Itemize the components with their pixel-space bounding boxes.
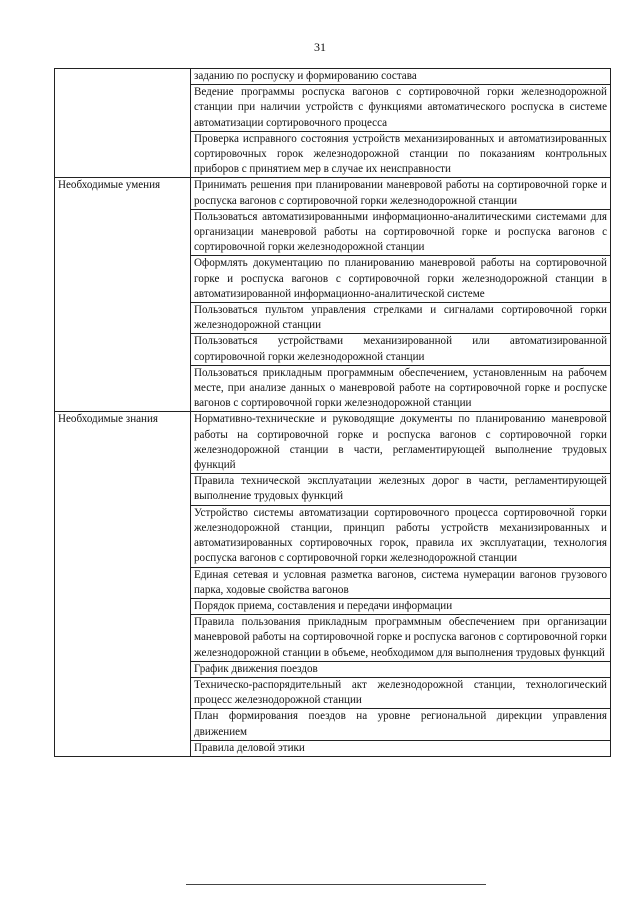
requirement-text: Порядок приема, составления и передачи информации <box>191 598 611 614</box>
requirement-text: Правила деловой этики <box>191 740 611 756</box>
requirement-text: Правила пользования прикладным программным обеспечением при организации маневровой работы на сортировочной горке и роспуска вагонов с сортировочной горки железнодорожной станции в объеме, необходимом для выполнения трудовых функций <box>191 615 611 662</box>
table-body <box>55 69 611 757</box>
requirement-text: Ведение программы роспуска вагонов с сортировочной горки железнодорожной станции при наличии устройств с функциями автоматического роспуска в системе автоматизации сортировочного процесса <box>191 85 611 132</box>
table-row <box>55 69 611 85</box>
requirement-text: Техническо-распорядительный акт железнодорожной станции, технологический процесс железнодорожной станции <box>191 677 611 708</box>
requirement-text: Единая сетевая и условная разметка вагонов, система нумерации вагонов грузового парка, ходовые свойства вагонов <box>191 567 611 598</box>
requirement-text: План формирования поездов на уровне региональной дирекции управления движением <box>191 709 611 740</box>
requirement-text: Принимать решения при планировании маневровой работы на сортировочной горке и роспуска вагонов с сортировочной горки железнодорожной станции <box>191 178 611 209</box>
requirement-text: График движения поездов <box>191 661 611 677</box>
section-label: Необходимые умения <box>55 178 191 412</box>
table-row <box>55 412 611 474</box>
requirement-text: Правила технической эксплуатации железных дорог в части, регламентирующей выполнение трудовых функций <box>191 474 611 505</box>
requirement-text: Устройство системы автоматизации сортировочного процесса сортировочной горки железнодорожной станции, принцип работы устройств механизированных и автоматизированных сортировочных горок, правила их эксплуатации, технология роспуска вагонов с сортировочной горки железнодорожной станции <box>191 505 611 567</box>
bottom-rule <box>186 884 486 885</box>
requirement-text: Пользоваться прикладным программным обеспечением, установленным на рабочем месте, при анализе данных о маневровой работе на сортировочной горке и роспуске вагонов с сортировочной горки железнодорожной станции <box>191 365 611 412</box>
requirement-text: Пользоваться автоматизированными информационно-аналитическими системами для организации маневровой работы на сортировочной горке и роспуска вагонов с сортировочной горки железнодорожной станции <box>191 209 611 256</box>
requirements-table <box>54 68 611 757</box>
requirement-text: Оформлять документацию по планированию маневровой работы на сортировочной горке и роспуска вагонов с сортировочной горки железнодорожной станции в автоматизированной информационно-аналитической системе <box>191 256 611 303</box>
section-label <box>55 69 191 178</box>
requirement-text: Проверка исправного состояния устройств механизированных и автоматизированных сортировочных горок железнодорожной станции по показаниям контрольных приборов с принятием мер в случае их неисправности <box>191 131 611 178</box>
table-row <box>55 178 611 209</box>
section-label: Необходимые знания <box>55 412 191 756</box>
requirement-text: Пользоваться пультом управления стрелками и сигналами сортировочной горки железнодорожной станции <box>191 303 611 334</box>
page-number: 31 <box>314 40 326 54</box>
requirement-text: заданию по роспуску и формированию состава <box>191 69 611 85</box>
requirement-text: Пользоваться устройствами механизированной или автоматизированной сортировочной горки железнодорожной станции <box>191 334 611 365</box>
requirement-text: Нормативно-технические и руководящие документы по планированию маневровой работы на сортировочной горке и роспуска вагонов с сортировочной горки железнодорожной станции в части, регламентирующей выполнение трудовых функций <box>191 412 611 474</box>
